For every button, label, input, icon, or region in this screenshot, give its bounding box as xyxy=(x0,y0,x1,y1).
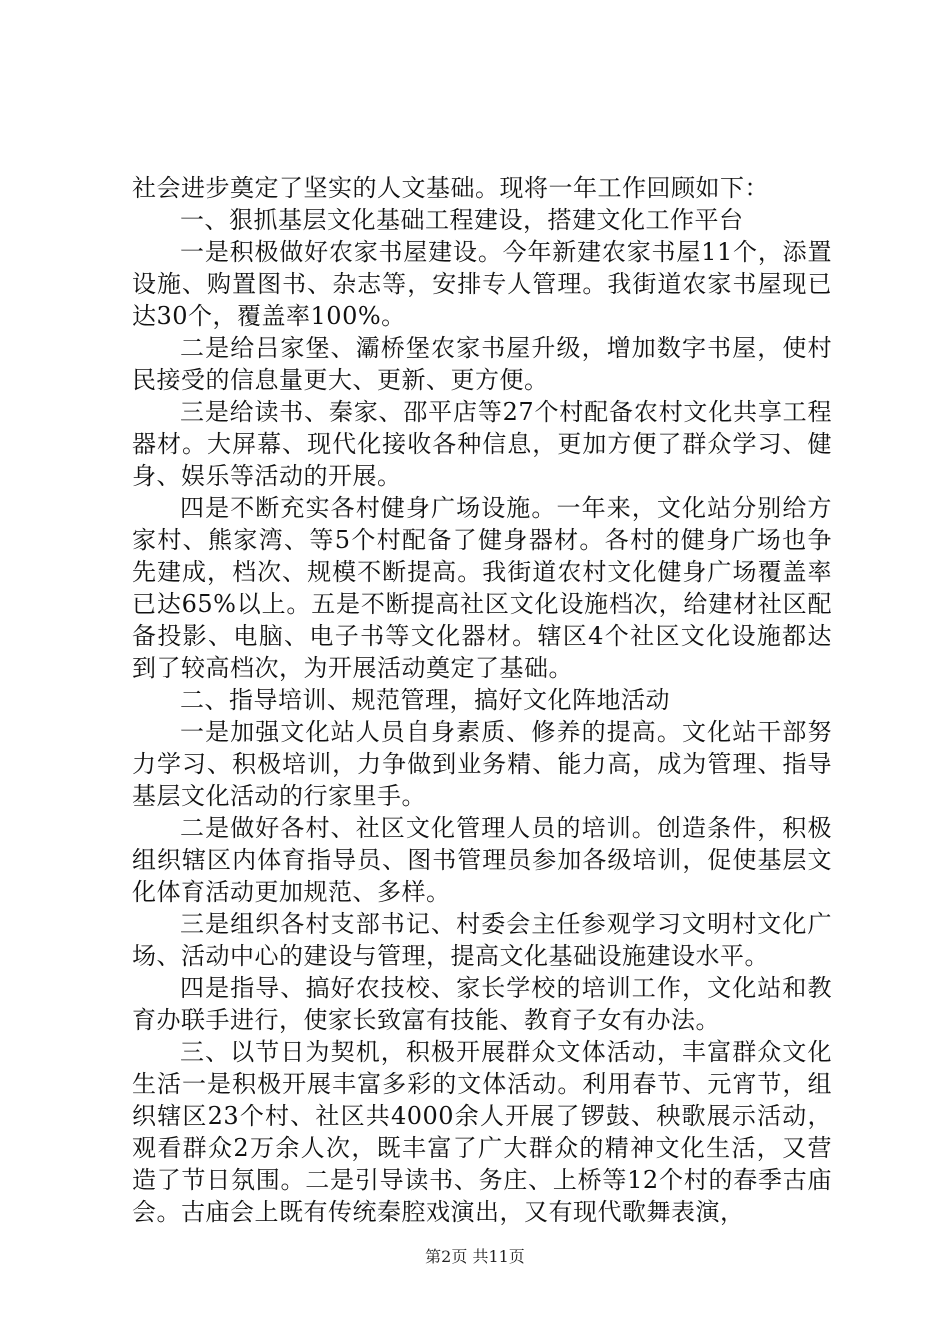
paragraph-7: 二是做好各村、社区文化管理人员的培训。创造条件，积极组织辖区内体育指导员、图书管理员参加各级培训，促使基层文化体育活动更加规范、多样。 xyxy=(132,814,832,906)
paragraph-4: 三是给读书、秦家、邵平店等27个村配备农村文化共享工程器材。大屏幕、现代化接收各种信息，更加方便了群众学习、健身、娱乐等活动的开展。 xyxy=(132,398,832,490)
paragraph-10: 三、以节日为契机，积极开展群众文体活动，丰富群众文化生活一是积极开展丰富多彩的文体活动。利用春节、元宵节，组织辖区23个村、社区共4000余人开展了锣鼓、秧歌展示活动，观看群众2万余人次，既丰富了广大群众的精神文化生活，又营造了节日氛围。二是引导读书、务庄、上桥等12个村的春季古庙会。古庙会上既有传统秦腔戏演出，又有现代歌舞表演， xyxy=(132,1038,832,1226)
document-body xyxy=(132,172,832,1228)
paragraph-9: 四是指导、搞好农技校、家长学校的培训工作，文化站和教育办联手进行，使家长致富有技能、教育子女有办法。 xyxy=(132,974,832,1034)
paragraph-2: 一是积极做好农家书屋建设。今年新建农家书屋11个，添置设施、购置图书、杂志等，安排专人管理。我街道农家书屋现已达30个，覆盖率100%。 xyxy=(132,238,832,330)
paragraph-5: 四是不断充实各村健身广场设施。一年来，文化站分别给方家村、熊家湾、等5个村配备了健身器材。各村的健身广场也争先建成，档次、规模不断提高。我街道农村文化健身广场覆盖率已达65%以上。五是不断提高社区文化设施档次，给建材社区配备投影、电脑、电子书等文化器材。辖区4个社区文化设施都达到了较高档次，为开展活动奠定了基础。 xyxy=(132,494,832,682)
paragraph-8: 三是组织各村支部书记、村委会主任参观学习文明村文化广场、活动中心的建设与管理，提高文化基础设施建设水平。 xyxy=(132,910,832,970)
paragraph-6: 一是加强文化站人员自身素质、修养的提高。文化站干部努力学习、积极培训，力争做到业务精、能力高，成为管理、指导基层文化活动的行家里手。 xyxy=(132,718,832,810)
page-footer: 第2页 共11页 xyxy=(425,1247,525,1266)
paragraph-1: 社会进步奠定了坚实的人文基础。现将一年工作回顾如下： xyxy=(132,174,769,202)
paragraph-3: 二是给吕家堡、灞桥堡农家书屋升级，增加数字书屋，使村民接受的信息量更大、更新、更方便。 xyxy=(132,334,832,394)
section-heading-2: 二、指导培训、规范管理，搞好文化阵地活动 xyxy=(180,686,670,714)
section-heading-1: 一、狠抓基层文化基础工程建设，搭建文化工作平台 xyxy=(180,206,744,234)
